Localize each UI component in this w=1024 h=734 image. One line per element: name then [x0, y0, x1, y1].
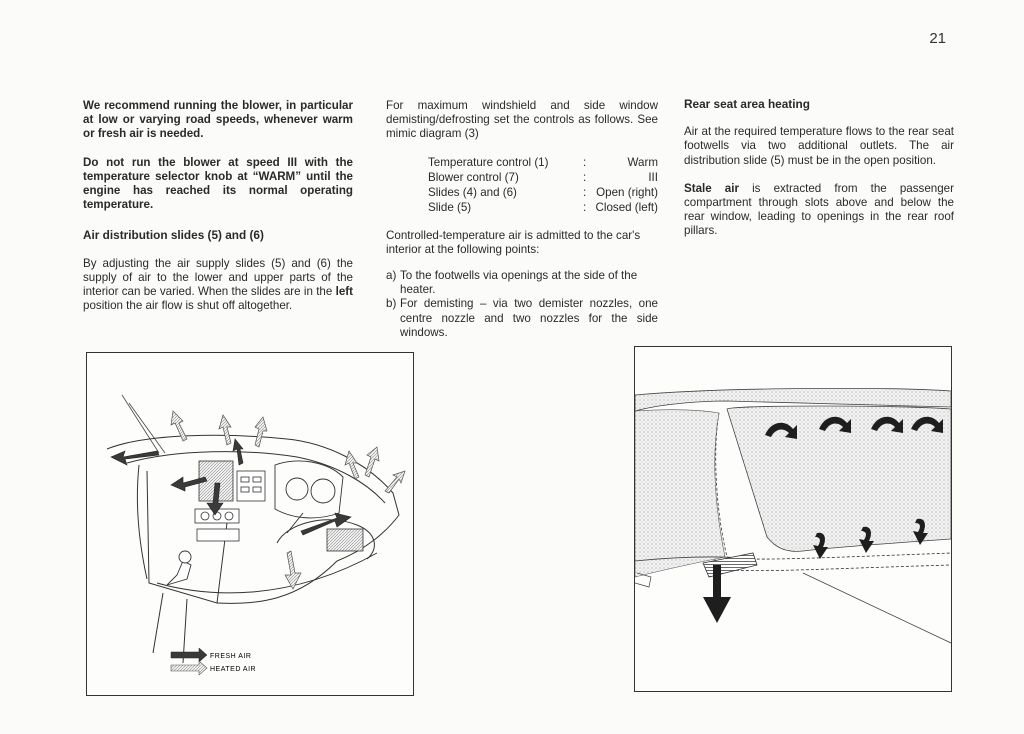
controlled-air-text: Controlled-temperature air is admitted to the car's interior at the following points:: [386, 228, 641, 256]
legend-swatches: [171, 648, 207, 675]
c-pillar: [635, 410, 725, 577]
blower-warning: Do not run the blower at speed III with the temperature selector knob at “WARM” until the engine has reached its normal operating temperature.: [83, 155, 353, 212]
gear-lever: [167, 551, 191, 585]
left-column: [83, 99, 353, 313]
blower-recommendation: We recommend running the blower, in particular at low or varying road speeds, whenever warm or fresh air is needed.: [83, 99, 353, 141]
fresh-air-swatch: [171, 648, 207, 662]
heated-air-legend-label: HEATED AIR: [210, 666, 257, 673]
demisting-intro: For maximum windshield and side window demisting/defrosting set the controls as follows. See mimic diagram (3): [386, 99, 658, 141]
air-points-list: [386, 269, 658, 340]
page-number: 21: [929, 30, 946, 47]
air-distribution-heading: Air distribution slides (5) and (6): [83, 228, 264, 243]
windshield-pillar: [122, 395, 165, 453]
dashboard-airflow-diagram: [87, 353, 413, 695]
middle-column: [386, 99, 658, 340]
settings-row: Temperature control (1) : Warm: [428, 155, 658, 169]
settings-row: Slides (4) and (6) : Open (right): [428, 185, 658, 199]
stale-air-term: Stale air: [684, 181, 739, 195]
air-distribution-text: By adjusting the air supply slides (5) and (6) the supply of air to the lower and upper parts of the interior can be varied. When the slides are in the left position the air flow is shut off altogether.: [83, 256, 353, 313]
list-item: b) For demisting – via two demister nozzles, one centre nozzle and two nozzles for the side windows.: [386, 297, 658, 339]
rear-window-figure: [634, 346, 952, 692]
demisting-settings-table: [428, 155, 658, 215]
rear-seat-heading: Rear seat area heating: [684, 97, 810, 111]
heated-air-swatch: [171, 661, 207, 675]
left-position-term: left: [335, 285, 353, 299]
settings-row: Slide (5) : Closed (left): [428, 200, 658, 214]
fresh-air-legend-label: FRESH AIR: [210, 653, 252, 660]
dashboard-airflow-figure: [86, 352, 414, 696]
stale-air-text: Stale air is extracted from the passenger compartment through slots above and below the rear window, leading to openings in the rear roof pillars.: [684, 181, 954, 238]
right-column: [684, 97, 954, 239]
rear-window-diagram: [635, 347, 951, 691]
rear-seat-text: Air at the required temperature flows to the rear seat footwells via two additional outlets. The air distribution slide (5) must be in the open position.: [684, 125, 954, 167]
instrument-cluster: [275, 461, 343, 518]
settings-row: Blower control (7) : III: [428, 170, 658, 184]
list-item: a) To the footwells via openings at the side of the heater.: [386, 269, 638, 297]
